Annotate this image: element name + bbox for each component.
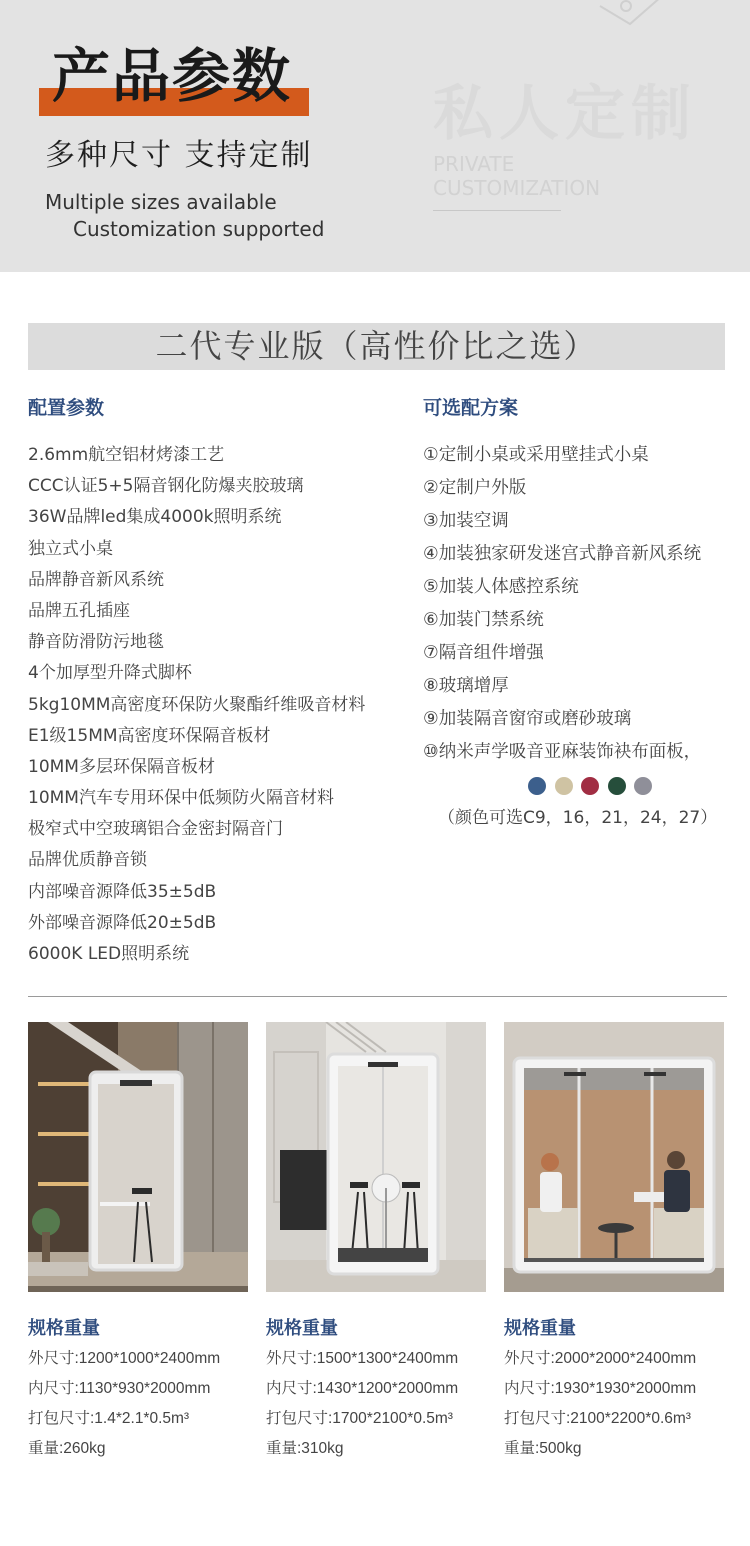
option-item: ⑩纳米声学吸音亚麻装饰袂布面板， — [423, 742, 702, 762]
option-item: ①定制小桌或采用壁挂式小桌 — [423, 445, 649, 465]
spec-weight: 重量:260kg — [28, 1440, 106, 1457]
option-item: ④加装独家研发迷宫式静音新风系统 — [423, 544, 702, 564]
config-list — [28, 442, 365, 972]
config-item: 外部噪音源降低20±5dB — [28, 912, 217, 933]
subtitle-chinese: 多种尺寸 支持定制 — [45, 138, 313, 173]
spec-heading: 规格重量 — [504, 1318, 576, 1339]
config-item: 静音防滑防污地毯 — [28, 632, 164, 653]
section-divider — [28, 996, 727, 997]
color-swatch — [528, 777, 546, 795]
options-heading: 可选配方案 — [423, 397, 519, 419]
option-item: ③加装空调 — [423, 511, 509, 531]
spec-outer-size: 外尺寸:1200*1000*2400mm — [28, 1350, 221, 1367]
spec-weight: 重量:500kg — [504, 1440, 582, 1457]
spec-inner-size: 内尺寸:1430*1200*2000mm — [266, 1380, 459, 1397]
tag-icon — [596, 0, 666, 28]
spec-weight: 重量:310kg — [266, 1440, 344, 1457]
option-item: ②定制户外版 — [423, 478, 527, 498]
config-item: 10MM汽车专用环保中低频防火隔音材料 — [28, 788, 334, 809]
product-card-double — [266, 1022, 486, 1457]
config-item: 品牌静音新风系统 — [28, 569, 164, 590]
config-item: 4个加厚型升降式脚杯 — [28, 663, 192, 684]
subtitle-english-line1: Multiple sizes available — [45, 190, 277, 214]
watermark-chinese: 私人定制 — [433, 79, 697, 149]
spec-inner-size: 内尺寸:1930*1930*2000mm — [504, 1380, 697, 1397]
color-swatch — [555, 777, 573, 795]
config-item: 极窄式中空玻璃铝合金密封隔音门 — [28, 819, 283, 840]
color-swatch — [634, 777, 652, 795]
watermark-english-line1: PRIVATE — [433, 152, 515, 176]
color-note: （颜色可选C9，16，21，24，27） — [438, 808, 718, 828]
product-photo-double-booth — [266, 1022, 486, 1292]
config-heading: 配置参数 — [28, 397, 105, 419]
product-photo-single-booth — [28, 1022, 248, 1292]
config-item: 内部噪音源降低35±5dB — [28, 881, 217, 902]
options-list — [423, 441, 701, 771]
spec-heading: 规格重量 — [266, 1318, 338, 1339]
spec-package-size: 打包尺寸:1700*2100*0.5m³ — [266, 1410, 453, 1427]
header-section — [0, 0, 750, 272]
config-item: 2.6mm航空铝材烤漆工艺 — [28, 445, 225, 465]
config-item: 品牌优质静音锁 — [28, 850, 147, 871]
product-card-meeting — [504, 1022, 724, 1457]
option-item: ⑧玻璃增厚 — [423, 676, 509, 696]
spec-outer-size: 外尺寸:2000*2000*2400mm — [504, 1350, 697, 1367]
edition-banner: 二代专业版（高性价比之选） — [28, 323, 725, 370]
watermark-underline — [433, 210, 561, 211]
color-swatches — [528, 777, 652, 795]
config-item: 品牌五孔插座 — [28, 600, 130, 621]
config-item: 10MM多层环保隔音板材 — [28, 756, 215, 777]
option-item: ⑤加装人体感控系统 — [423, 577, 579, 597]
config-item: E1级15MM高密度环保隔音板材 — [28, 725, 271, 746]
config-item: CCC认证5+5隔音钢化防爆夹胶玻璃 — [28, 476, 304, 497]
watermark-english-line2: CUSTOMIZATION — [433, 176, 601, 200]
config-item: 36W品牌led集成4000k照明系统 — [28, 507, 282, 528]
spec-heading: 规格重量 — [28, 1318, 100, 1339]
spec-outer-size: 外尺寸:1500*1300*2400mm — [266, 1350, 459, 1367]
config-item: 独立式小桌 — [28, 538, 113, 559]
option-item: ⑥加装门禁系统 — [423, 610, 544, 630]
color-swatch — [581, 777, 599, 795]
product-photo-meeting-booth — [504, 1022, 724, 1292]
option-item: ⑦隔音组件增强 — [423, 643, 544, 663]
subtitle-english-line2: Customization supported — [73, 217, 325, 241]
product-card-single — [28, 1022, 248, 1457]
color-swatch — [608, 777, 626, 795]
spec-inner-size: 内尺寸:1130*930*2000mm — [28, 1380, 211, 1397]
spec-package-size: 打包尺寸:1.4*2.1*0.5m³ — [28, 1410, 190, 1427]
config-item: 6000K LED照明系统 — [28, 944, 190, 964]
config-item: 5kg10MM高密度环保防火聚酯纤维吸音材料 — [28, 694, 366, 715]
page-title: 产品参数 — [52, 42, 293, 110]
option-item: ⑨加装隔音窗帘或磨砂玻璃 — [423, 709, 632, 729]
spec-package-size: 打包尺寸:2100*2200*0.6m³ — [504, 1410, 691, 1427]
